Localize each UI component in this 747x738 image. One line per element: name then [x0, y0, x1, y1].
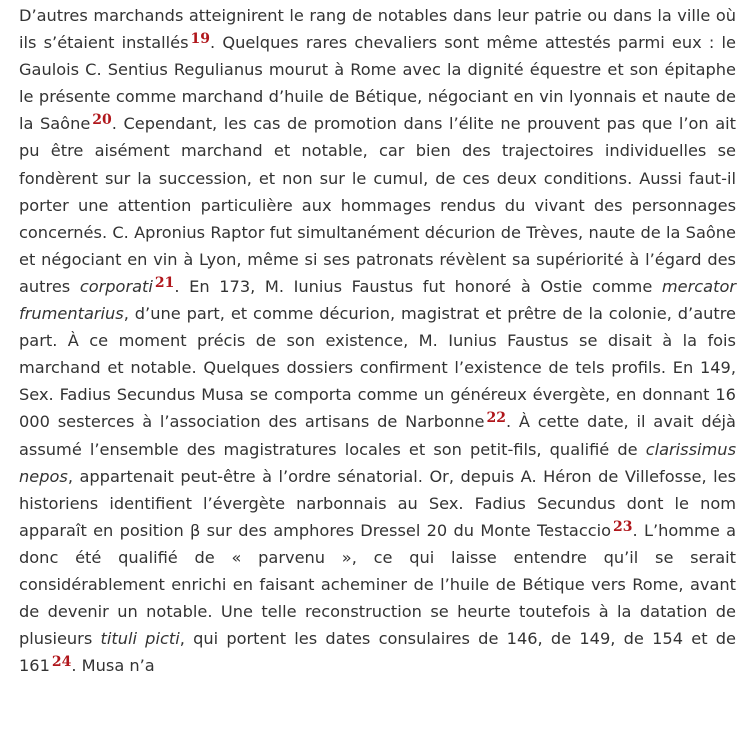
footnote-ref-21[interactable]: 21 [154, 274, 175, 291]
document-page [19, 2, 736, 679]
italic-term-mercator: mercator frumentarius [19, 276, 736, 324]
text-run: D’autres marchands atteignirent le rang de notables dans leur patrie ou dans la ville où ils s’étaient installés [19, 6, 736, 53]
text-run: . En 173, M. Iunius Faustus fut honoré à Ostie comme [174, 276, 662, 296]
footnote-ref-20[interactable]: 20 [92, 112, 112, 129]
footnote-ref-19[interactable]: 19 [190, 31, 210, 48]
text-run: , qui portent les dates consulaires de 146, de 149, de 154 et de 161 [19, 629, 737, 676]
footnote-ref-22[interactable]: 22 [486, 410, 506, 427]
italic-term-corporati: corporati [79, 276, 153, 296]
footnote-ref-24[interactable]: 24 [51, 654, 72, 671]
text-run: . L’homme a donc été qualifié de « parvenu », ce qui laisse entendre qu’il se serait considérablement enrichi en faisant acheminer de l’huile de Bétique vers Rome, avant de devenir un notable. Une telle reconstruction se heurte toutefois à la datation de plusieurs [19, 520, 736, 649]
text-run: . Musa n’a [71, 656, 155, 676]
text-run: , d’une part, et comme décurion, magistrat et prêtre de la colonie, d’autre part. À ce moment précis de son existence, M. Iunius Faustus se disait à la fois marchand et notable. Quelques dossiers confirment l’existence de tels profils. En 149, Sex. Fadius Secundus Musa se comporta comme un généreux évergète, en donnant 16 000 sesterces à l’association des artisans de Narbonne [19, 304, 736, 432]
italic-term-tituli-picti: tituli picti [100, 629, 180, 649]
text-run: , appartenait peut-être à l’ordre sénatorial. Or, depuis A. Héron de Villefosse, les historiens identifient l’évergète narbonnais au Sex. Fadius Secundus dont le nom apparaît en position β sur des amphores Dressel 20 du Monte Testaccio [19, 466, 736, 540]
italic-term-clarissimus: clarissimus nepos [19, 439, 736, 486]
body-paragraph [19, 2, 736, 679]
footnote-ref-23[interactable]: 23 [613, 518, 633, 535]
text-run: . Cependant, les cas de promotion dans l’élite ne prouvent pas que l’on ait pu être aisément marchand et notable, car bien des trajectoires individuelles se fondèrent sur la succession, et non sur le cumul, de ces deux conditions. Aussi faut-il porter une attention particulière aux hommages rendus du vivant des personnages concernés. C. Apronius Raptor fut simultanément décurion de Trèves, naute de la Saône et négociant en vin à Lyon, même si ses patronats révèlent sa supériorité à l’égard des autres [19, 114, 736, 296]
text-run: . Quelques rares chevaliers sont même attestés parmi eux : le Gaulois C. Sentius Regulianus mourut à Rome avec la dignité équestre et son épitaphe le présente comme marchand d’huile de Bétique, négociant en vin lyonnais et naute de la Saône [19, 33, 736, 134]
text-run: . À cette date, il avait déjà assumé l’ensemble des magistratures locales et son petit-fils, qualifié de [19, 412, 736, 459]
